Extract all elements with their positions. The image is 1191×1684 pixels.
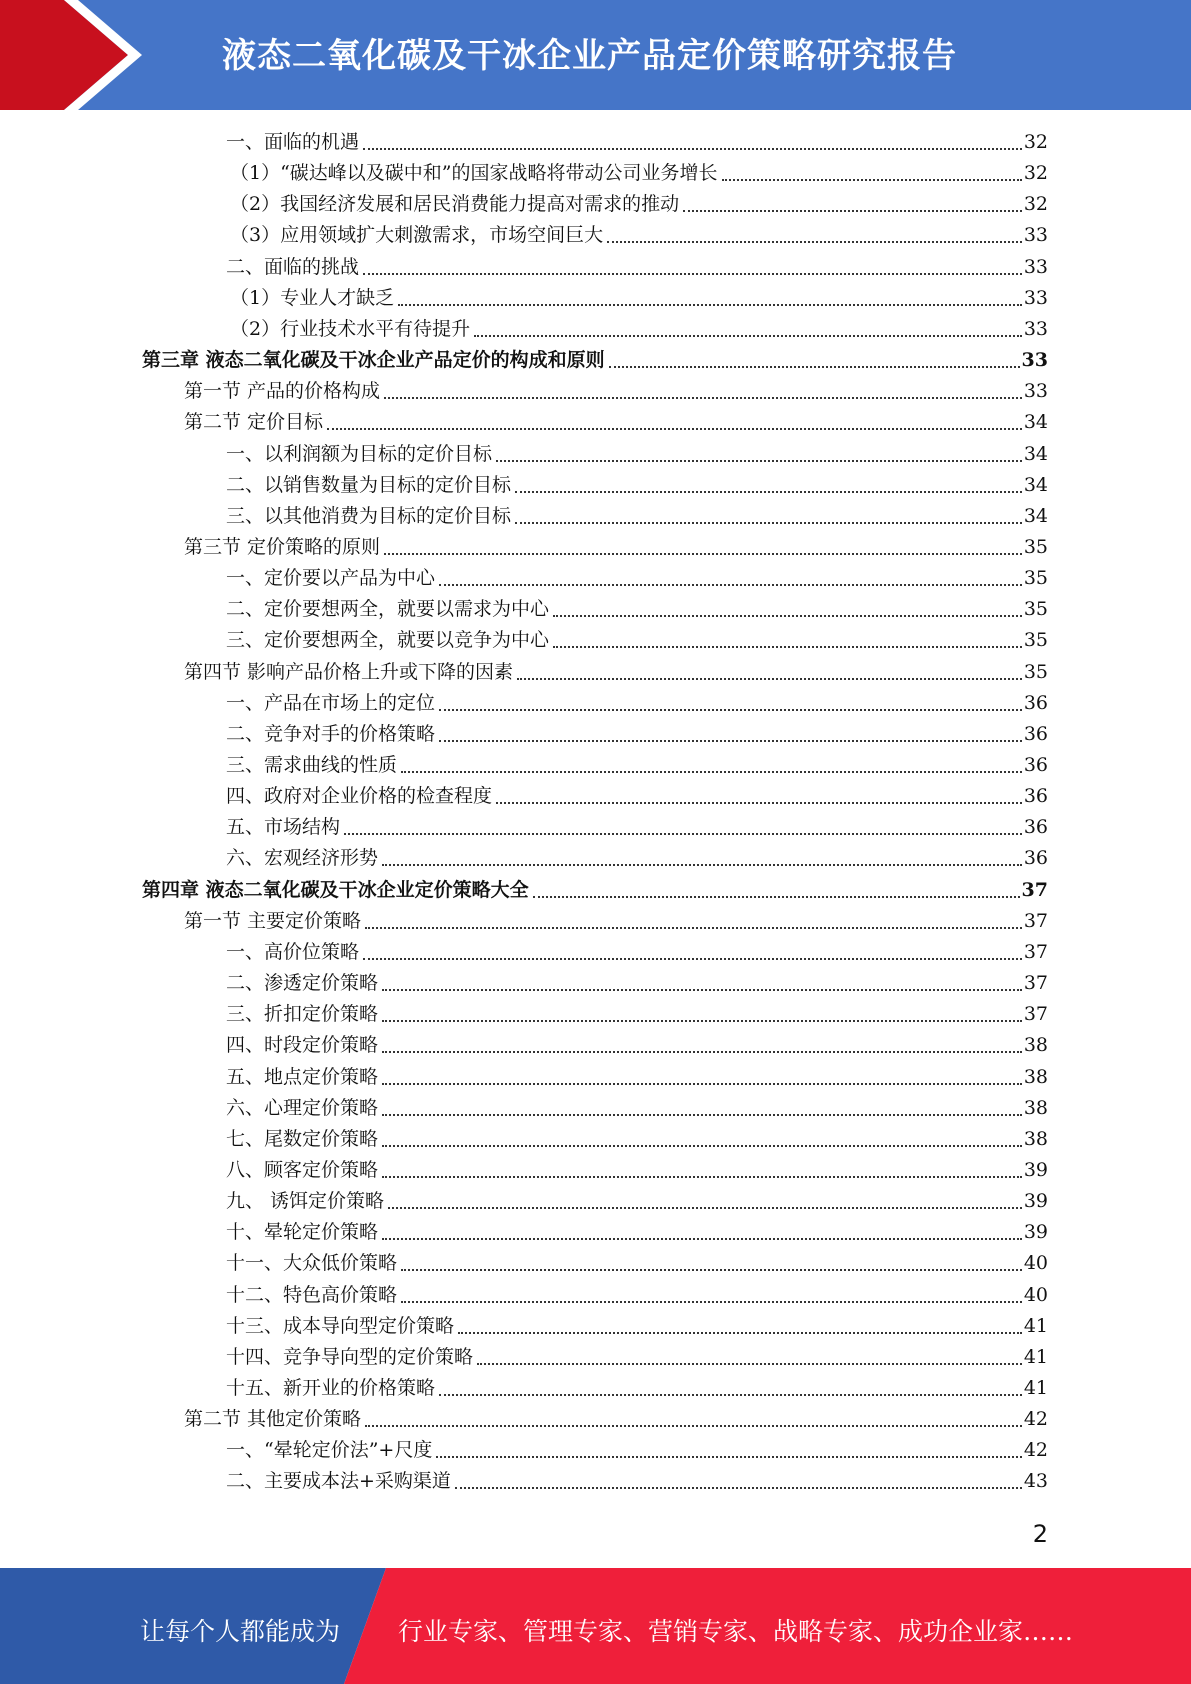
toc-entry-label: 三、折扣定价策略: [226, 1003, 379, 1026]
toc-entry-label: 六、宏观经济形势: [226, 847, 379, 870]
toc-entry-page: 34: [1023, 442, 1048, 465]
toc-entry-label: （1）“碳达峰以及碳中和”的国家战略将带动公司业务增长: [230, 162, 718, 185]
toc-entry-page: 32: [1023, 162, 1048, 185]
toc-entry-page: 34: [1023, 473, 1048, 496]
toc-entry-label: （2）行业技术水平有待提升: [230, 317, 471, 340]
toc-entry[interactable]: [226, 1280, 1048, 1311]
toc-dot-leader: [607, 241, 1022, 243]
toc-entry-label: 第一节 产品的价格构成: [184, 380, 381, 403]
toc-entry-label: 十三、成本导向型定价策略: [226, 1314, 455, 1337]
toc-entry[interactable]: [226, 1155, 1048, 1186]
toc-entry-page: 42: [1023, 1408, 1048, 1431]
footer-slogan-right: 行业专家、管理专家、营销专家、战略专家、成功企业家……: [398, 1617, 1074, 1646]
toc-entry-page: 36: [1023, 722, 1048, 745]
toc-entry-page: 36: [1023, 754, 1048, 776]
toc-dot-leader: [401, 1301, 1022, 1303]
toc-entry-page: 34: [1023, 411, 1048, 434]
toc-dot-leader: [401, 771, 1022, 773]
toc-section-entry[interactable]: [184, 657, 1048, 688]
toc-section-entry[interactable]: [184, 906, 1048, 937]
toc-dot-leader: [363, 958, 1022, 960]
footer-slogan-left: 让每个人都能成为: [140, 1617, 341, 1646]
toc-entry-page: 33: [1023, 317, 1048, 340]
toc-entry-label: 一、以利润额为目标的定价目标: [226, 442, 493, 465]
report-title: 液态二氧化碳及干冰企业产品定价策略研究报告: [222, 36, 957, 76]
toc-entry-page: 33: [1021, 349, 1048, 372]
toc-entry-label: 九、 诱饵定价策略: [226, 1190, 385, 1213]
toc-section-entry[interactable]: [184, 376, 1048, 407]
toc-entry-page: 33: [1023, 255, 1048, 278]
toc-dot-leader: [382, 989, 1022, 991]
toc-dot-leader: [382, 1114, 1022, 1116]
toc-entry-page: 40: [1023, 1252, 1048, 1275]
toc-entry[interactable]: [226, 999, 1048, 1030]
toc-dot-leader: [382, 1083, 1022, 1085]
toc-entry-page: 39: [1023, 1221, 1048, 1244]
toc-entry[interactable]: [226, 781, 1048, 812]
toc-entry[interactable]: [226, 1030, 1048, 1061]
toc-entry[interactable]: [226, 1217, 1048, 1248]
toc-entry[interactable]: [226, 843, 1048, 874]
toc-entry-label: 三、需求曲线的性质: [226, 754, 398, 776]
toc-dot-leader: [384, 553, 1022, 555]
toc-entry[interactable]: [226, 1062, 1048, 1093]
toc-entry-label: （1）专业人才缺乏: [230, 286, 395, 309]
toc-entry-label: 十、晕轮定价策略: [226, 1221, 379, 1244]
toc-entry-label: 第四节 影响产品价格上升或下降的因素: [184, 660, 514, 683]
toc-entry[interactable]: [226, 470, 1048, 501]
toc-entry[interactable]: [230, 158, 1048, 189]
toc-entry-label: 二、主要成本法+采购渠道: [226, 1470, 451, 1493]
toc-entry-page: 37: [1021, 878, 1048, 901]
toc-chapter-entry[interactable]: [142, 345, 1048, 376]
toc-dot-leader: [496, 802, 1022, 804]
toc-entry-label: 六、心理定价策略: [226, 1096, 379, 1119]
toc-entry[interactable]: [226, 937, 1048, 968]
toc-entry[interactable]: [226, 1311, 1048, 1342]
toc-entry[interactable]: [230, 283, 1048, 314]
toc-dot-leader: [439, 1394, 1022, 1396]
toc-entry-page: 38: [1023, 1065, 1048, 1088]
toc-entry[interactable]: [226, 688, 1048, 719]
toc-entry-label: 第二节 定价目标: [184, 411, 324, 434]
toc-entry-page: 37: [1023, 972, 1048, 995]
toc-entry-label: 第一节 主要定价策略: [184, 909, 362, 932]
page-header: [0, 0, 1191, 110]
toc-entry-label: 二、竞争对手的价格策略: [226, 722, 436, 745]
toc-entry-label: 第四章 液态二氧化碳及干冰企业定价策略大全: [142, 878, 529, 901]
toc-entry-page: 40: [1023, 1283, 1048, 1306]
toc-entry-page: 35: [1023, 598, 1048, 621]
toc-entry[interactable]: [226, 625, 1048, 656]
toc-dot-leader: [382, 1238, 1022, 1240]
toc-entry-page: 38: [1023, 1096, 1048, 1119]
toc-entry-page: 38: [1023, 1034, 1048, 1057]
toc-entry-label: 二、以销售数量为目标的定价目标: [226, 473, 512, 496]
toc-entry[interactable]: [226, 439, 1048, 470]
toc-entry-page: 41: [1023, 1314, 1048, 1337]
toc-entry[interactable]: [226, 1124, 1048, 1155]
toc-entry-page: 33: [1023, 224, 1048, 247]
toc-entry-page: 35: [1023, 660, 1048, 683]
toc-dot-leader: [553, 615, 1022, 617]
toc-entry-page: 35: [1023, 629, 1048, 652]
toc-entry-page: 42: [1023, 1439, 1048, 1462]
toc-entry-page: 37: [1023, 909, 1048, 932]
toc-entry-label: 一、面临的机遇: [226, 131, 360, 153]
toc-entry-page: 37: [1023, 940, 1048, 963]
toc-entry-label: 十二、特色高价策略: [226, 1283, 398, 1306]
toc-entry-label: 二、渗透定价策略: [226, 972, 379, 995]
toc-section-entry[interactable]: [184, 532, 1048, 563]
toc-entry-page: 35: [1023, 567, 1048, 590]
toc-dot-leader: [382, 1145, 1022, 1147]
toc-section-entry[interactable]: [184, 407, 1048, 438]
toc-entry-page: 39: [1023, 1158, 1048, 1181]
toc-entry-label: 四、政府对企业价格的检查程度: [226, 785, 493, 808]
toc-dot-leader: [363, 148, 1022, 150]
toc-entry-label: 十五、新开业的价格策略: [226, 1377, 436, 1399]
toc-entry[interactable]: [226, 1435, 1048, 1466]
toc-entry-label: 五、地点定价策略: [226, 1065, 379, 1088]
toc-entry[interactable]: [226, 594, 1048, 625]
toc-entry-page: 36: [1023, 785, 1048, 808]
toc-dot-leader: [722, 179, 1022, 181]
toc-dot-leader: [517, 678, 1022, 680]
toc-entry-page: 33: [1023, 380, 1048, 403]
toc-entry-label: 七、尾数定价策略: [226, 1127, 379, 1150]
toc-entry-label: 第三章 液态二氧化碳及干冰企业产品定价的构成和原则: [142, 349, 605, 372]
toc-dot-leader: [458, 1332, 1022, 1334]
toc-entry-page: 37: [1023, 1003, 1048, 1026]
toc-entry-label: 二、定价要想两全，就要以需求为中心: [226, 598, 550, 621]
toc-entry[interactable]: [226, 563, 1048, 594]
toc-dot-leader: [609, 366, 1020, 368]
toc-dot-leader: [363, 273, 1022, 275]
toc-chapter-entry[interactable]: [142, 875, 1048, 906]
toc-entry-label: 二、面临的挑战: [226, 255, 360, 278]
toc-dot-leader: [553, 646, 1022, 648]
toc-entry[interactable]: [226, 968, 1048, 999]
toc-entry[interactable]: [226, 127, 1048, 158]
toc-dot-leader: [382, 864, 1022, 866]
toc-entry-label: 十四、竞争导向型的定价策略: [226, 1345, 474, 1368]
toc-dot-leader: [365, 927, 1022, 929]
toc-dot-leader: [439, 740, 1022, 742]
toc-dot-leader: [401, 1269, 1022, 1271]
toc-entry-label: 八、顾客定价策略: [226, 1158, 379, 1181]
toc-entry-page: 36: [1023, 816, 1048, 839]
toc-section-entry[interactable]: [184, 1404, 1048, 1435]
toc-entry-label: 十一、大众低价策略: [226, 1252, 398, 1275]
toc-entry-label: （3）应用领域扩大刺激需求，市场空间巨大: [230, 224, 604, 247]
toc-entry-label: 三、以其他消费为目标的定价目标: [226, 504, 512, 527]
toc-entry-label: 一、“晕轮定价法”+尺度: [226, 1439, 433, 1462]
toc-entry-label: 第三节 定价策略的原则: [184, 535, 381, 558]
toc-entry[interactable]: [230, 189, 1048, 220]
toc-dot-leader: [344, 833, 1022, 835]
toc-entry-page: 32: [1023, 131, 1048, 153]
toc-dot-leader: [384, 397, 1022, 399]
toc-entry[interactable]: [230, 220, 1048, 251]
toc-dot-leader: [439, 584, 1022, 586]
toc-entry-page: 35: [1023, 535, 1048, 558]
toc-entry-label: 三、定价要想两全，就要以竞争为中心: [226, 629, 550, 652]
toc-dot-leader: [533, 896, 1020, 898]
toc-dot-leader: [382, 1051, 1022, 1053]
toc-entry[interactable]: [226, 1466, 1048, 1497]
toc-entry-page: 36: [1023, 847, 1048, 870]
toc-entry[interactable]: [226, 812, 1048, 843]
toc-entry-page: 34: [1023, 504, 1048, 527]
toc-dot-leader: [382, 1020, 1022, 1022]
toc-entry-page: 39: [1023, 1190, 1048, 1213]
toc-dot-leader: [365, 1425, 1022, 1427]
toc-entry[interactable]: [226, 1373, 1048, 1404]
toc-entry[interactable]: [226, 1186, 1048, 1217]
toc-entry-label: 一、高价位策略: [226, 940, 360, 963]
toc-dot-leader: [496, 460, 1022, 462]
toc-dot-leader: [683, 210, 1022, 212]
toc-entry[interactable]: [230, 314, 1048, 345]
toc-entry-label: 一、定价要以产品为中心: [226, 567, 436, 590]
toc-dot-leader: [477, 1363, 1022, 1365]
toc-entry-page: 43: [1023, 1470, 1048, 1493]
toc-entry-page: 36: [1023, 691, 1048, 714]
toc-entry[interactable]: [226, 719, 1048, 750]
toc-entry[interactable]: [226, 1342, 1048, 1373]
toc-entry-page: 41: [1023, 1345, 1048, 1368]
toc-entry-page: 38: [1023, 1127, 1048, 1150]
toc-entry[interactable]: [226, 1248, 1048, 1279]
toc-dot-leader: [436, 1456, 1021, 1458]
toc-dot-leader: [515, 491, 1022, 493]
toc-entry-label: 四、时段定价策略: [226, 1034, 379, 1057]
toc-dot-leader: [327, 428, 1022, 430]
toc-entry[interactable]: [226, 252, 1048, 283]
toc-dot-leader: [474, 335, 1022, 337]
toc-dot-leader: [455, 1487, 1022, 1489]
toc-entry-label: 一、产品在市场上的定位: [226, 691, 436, 714]
toc-entry[interactable]: [226, 1093, 1048, 1124]
toc-entry-page: 41: [1023, 1377, 1048, 1399]
toc-entry-label: 五、市场结构: [226, 816, 341, 839]
toc-dot-leader: [388, 1207, 1022, 1209]
toc-entry-page: 32: [1023, 193, 1048, 216]
toc-entry-page: 33: [1023, 286, 1048, 309]
toc-dot-leader: [515, 522, 1022, 524]
page-footer: [0, 1568, 1191, 1684]
toc-dot-leader: [439, 709, 1022, 711]
page-number: 2: [1032, 1520, 1048, 1548]
toc-dot-leader: [382, 1176, 1022, 1178]
toc-entry-label: 第二节 其他定价策略: [184, 1408, 362, 1431]
toc-entry[interactable]: [226, 750, 1048, 781]
toc-entry-label: （2）我国经济发展和居民消费能力提高对需求的推动: [230, 193, 680, 216]
toc-entry[interactable]: [226, 501, 1048, 532]
toc-dot-leader: [398, 304, 1022, 306]
